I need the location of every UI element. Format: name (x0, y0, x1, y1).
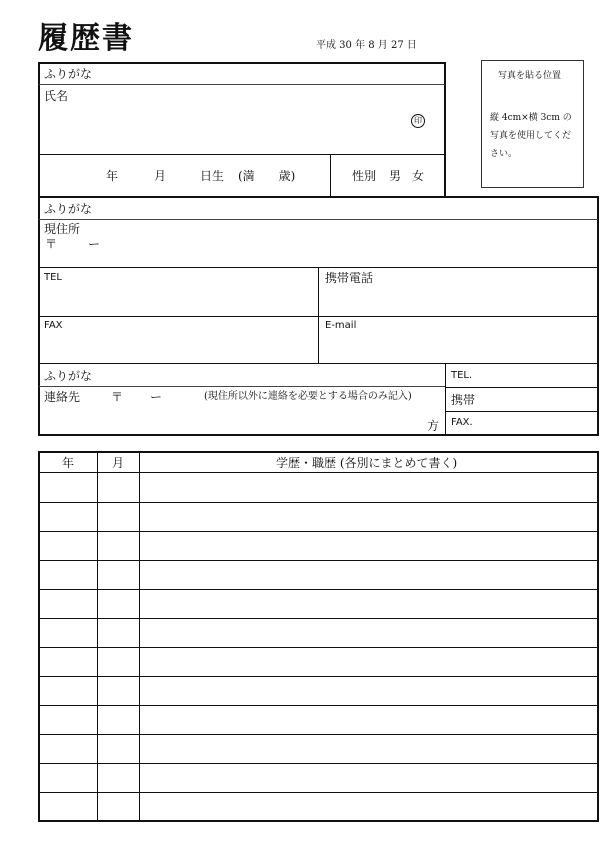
table-row-divider (39, 734, 598, 735)
table-row-divider (39, 676, 598, 677)
age-label: (満 歳) (238, 169, 296, 183)
history-month-column-divider (139, 452, 140, 821)
table-row-divider (39, 502, 598, 503)
photo-box-title: 写真を貼る位置 (498, 71, 562, 81)
document-date: 平成 30 年 8 月 27 日 (316, 40, 417, 51)
address-furigana-divider (39, 219, 598, 220)
contact-fax-label: FAX. (451, 417, 473, 428)
contact-mobile-divider (445, 411, 598, 412)
address-furigana-label: ふりがな (44, 202, 93, 216)
contact-phone-divider (445, 363, 446, 435)
table-row-divider (39, 589, 598, 590)
address-postal-mark: 〒 (45, 237, 58, 251)
contact-furigana-divider (39, 386, 445, 387)
email-label: E-mail (325, 320, 357, 331)
history-table (38, 451, 599, 822)
table-row-divider (39, 792, 598, 793)
address-postal-dash: ー (88, 237, 101, 251)
mobile-phone-label: 携帯電話 (325, 271, 374, 285)
birth-year-label: 年 (106, 169, 119, 183)
personal-furigana-label: ふりがな (44, 67, 93, 81)
contact-note: (現住所以外に連絡を必要とする場合のみ記入) (204, 391, 412, 402)
name-label: 氏名 (44, 89, 69, 103)
contact-postal-dash: ー (150, 390, 163, 404)
tel-label: TEL (44, 272, 62, 283)
contact-suffix: 方 (427, 419, 440, 433)
history-year-column-divider (97, 452, 98, 821)
contact-tel-divider (445, 387, 598, 388)
contact-tel-label: TEL. (451, 370, 473, 381)
birth-month-label: 月 (154, 169, 167, 183)
seal-icon: 印 (411, 114, 425, 128)
tel-mobile-divider (318, 267, 319, 363)
contact-mobile-label: 携帯 (451, 393, 476, 407)
personal-name-divider (39, 154, 445, 155)
table-row-divider (39, 618, 598, 619)
gender-label: 性別 (352, 169, 377, 183)
table-row-divider (39, 763, 598, 764)
address-label: 現住所 (44, 222, 81, 236)
photo-box-instruction: 縦 4cm×横 3cm の写真を使用してください。 (490, 113, 572, 159)
table-row-divider (39, 705, 598, 706)
birth-day-label: 日生 (200, 169, 225, 183)
personal-furigana-divider (39, 84, 445, 85)
history-month-header: 月 (112, 456, 125, 470)
history-header-divider (39, 472, 598, 473)
history-detail-header: 学歴・職歴 (各別にまとめて書く) (276, 456, 458, 470)
contact-label: 連絡先 (44, 390, 81, 404)
gender-female-option[interactable]: 女 (412, 169, 425, 183)
page-title: 履歴書 (38, 21, 134, 56)
name-input-area[interactable] (100, 90, 400, 150)
history-year-header: 年 (62, 456, 75, 470)
table-row-divider (39, 647, 598, 648)
table-row-divider (39, 560, 598, 561)
gender-male-option[interactable]: 男 (389, 169, 402, 183)
contact-furigana-label: ふりがな (44, 369, 93, 383)
fax-contact-divider (39, 363, 598, 364)
contact-postal-mark: 〒 (111, 390, 124, 404)
birth-gender-divider (330, 154, 331, 197)
table-row-divider (39, 531, 598, 532)
fax-label: FAX (44, 320, 63, 331)
photo-placeholder-box (481, 60, 584, 188)
